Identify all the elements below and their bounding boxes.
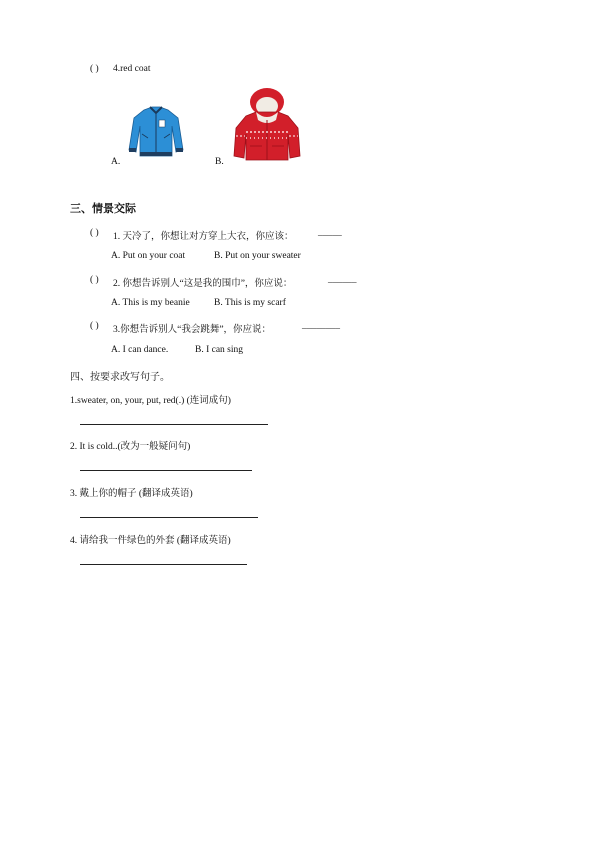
s3-q3-text: 3.你想告诉别人“我会跳舞”，你应说： <box>113 325 272 335</box>
s4-q1-answer-line[interactable] <box>80 424 268 425</box>
red-hooded-coat-icon <box>232 86 302 162</box>
s3-q2-paren: ( ) <box>90 275 99 285</box>
s3-q2-option-a: A. This is my beanie <box>111 298 190 308</box>
section3-title: 三、情景交际 <box>70 203 136 215</box>
q4-text: 4.red coat <box>113 64 151 74</box>
s3-q2-text: 2. 你想告诉别人“这是我的围巾”，你应说： <box>113 279 293 289</box>
s3-q1-paren: ( ) <box>90 228 99 238</box>
s3-q2-option-b: B. This is my scarf <box>214 298 286 308</box>
s3-q2-blank: ______ <box>328 275 357 285</box>
s3-q3-blank: ________ <box>302 321 340 331</box>
section4-title: 四、按要求改写句子。 <box>70 372 170 383</box>
s3-q3-option-a: A. I can dance. <box>111 345 169 355</box>
s3-q1-option-b: B. Put on your sweater <box>214 251 301 261</box>
s3-q1-blank: _____ <box>318 228 342 238</box>
s4-q1-text: 1.sweater, on, your, put, red(.) (连词成句) <box>70 396 231 406</box>
s4-q2-text: 2. It is cold..(改为一般疑问句) <box>70 442 191 452</box>
s4-q4-answer-line[interactable] <box>80 564 247 565</box>
s4-q3-text: 3. 戴上你的帽子 (翻译成英语) <box>70 489 193 499</box>
s3-q3-paren: ( ) <box>90 321 99 331</box>
blue-jacket-icon <box>126 104 186 160</box>
q4-option-b: B. <box>215 157 224 167</box>
q4-option-a: A. <box>111 157 121 167</box>
s3-q1-option-a: A. Put on your coat <box>111 251 186 261</box>
s4-q4-text: 4. 请给我一件绿色的外套 (翻译成英语) <box>70 536 231 546</box>
s3-q3-option-b: B. I can sing <box>195 345 244 355</box>
s3-q1-text: 1. 天冷了，你想让对方穿上大衣，你应该： <box>113 232 294 242</box>
s4-q3-answer-line[interactable] <box>80 517 258 518</box>
q4-paren: ( ) <box>90 64 99 74</box>
s4-q2-answer-line[interactable] <box>80 470 252 471</box>
